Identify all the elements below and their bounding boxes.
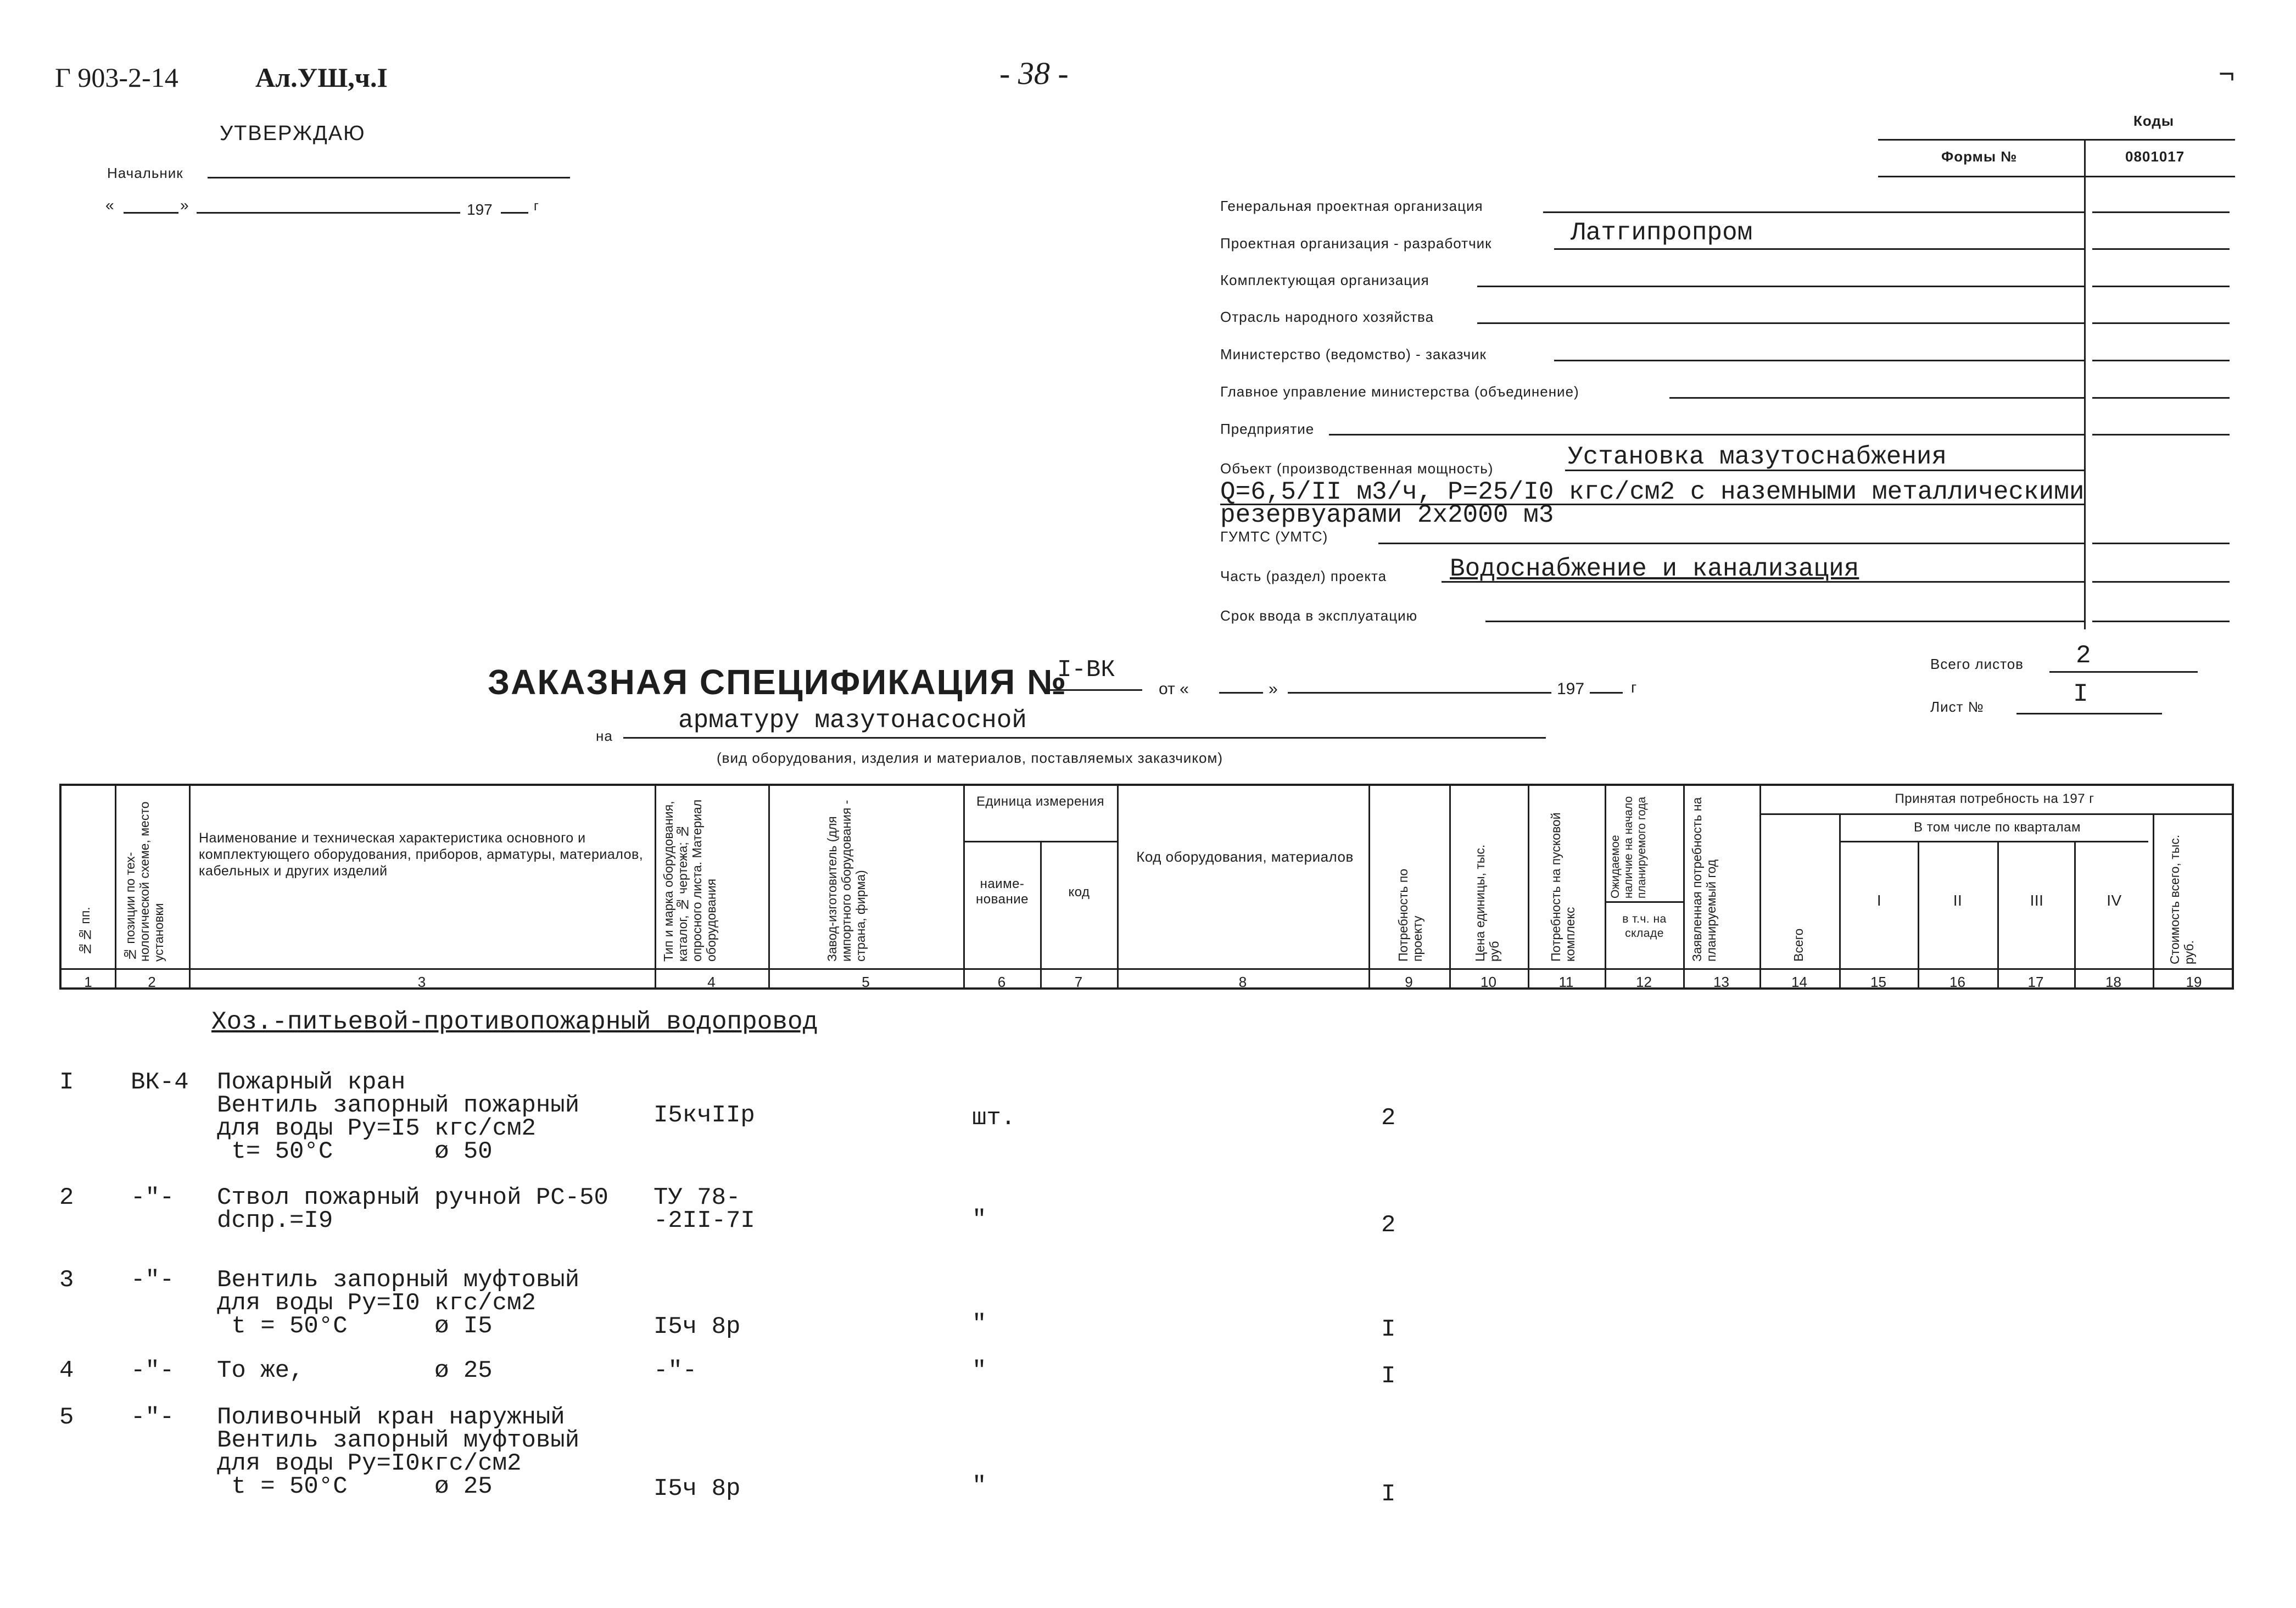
code-line (2092, 211, 2230, 213)
column-number: 18 (2105, 974, 2121, 990)
page-number: - 38 - (999, 55, 1069, 91)
spec-number-line (1043, 689, 1142, 691)
column-number: 4 (707, 974, 716, 990)
header-col6: наиме-нование (976, 876, 1029, 907)
field-line (1554, 360, 2084, 361)
codes-divider (2084, 141, 2086, 629)
item-type: I5ч 8р (653, 1475, 741, 1503)
item-number: 3 (59, 1266, 74, 1294)
header-col10: Цена единицы, тыс. руб (1473, 844, 1501, 962)
column-divider (1040, 841, 1042, 987)
header-q4: IV (2107, 892, 2122, 909)
item-position: -"- (131, 1357, 175, 1384)
field-label: Отрасль народного хозяйства (1220, 309, 1434, 325)
header-col12b: в т.ч. на складе (1622, 913, 1667, 940)
quarters-divider (1839, 841, 2148, 842)
item-unit: " (972, 1206, 987, 1233)
code-line (2092, 397, 2230, 399)
codes-title: Коды (2133, 113, 2175, 129)
item-unit: шт. (972, 1104, 1016, 1132)
column-number: 9 (1405, 974, 1413, 990)
column-divider (2153, 813, 2154, 987)
column-divider (115, 786, 116, 987)
spec-year: 197 (1557, 680, 1585, 698)
column-number: 7 (1074, 974, 1083, 990)
item-qty: I (1381, 1363, 1396, 1390)
part-value: Водоснабжение и канализация (1450, 555, 1859, 583)
spec-day-line (1219, 692, 1263, 694)
item-name: Ствол пожарный ручной РС-50 dспр.=I9 (217, 1184, 608, 1235)
column-number: 3 (417, 974, 426, 990)
corner-mark: ¬ (2219, 58, 2235, 89)
item-type: I5ч 8р (653, 1313, 741, 1341)
column-number: 6 (997, 974, 1006, 990)
column-number: 12 (1636, 974, 1652, 990)
item-position: -"- (131, 1404, 175, 1431)
date-day-line (124, 212, 178, 214)
total-sheets-line (2049, 671, 2198, 673)
spec-year-line (1590, 692, 1623, 694)
spec-month-line (1288, 692, 1551, 694)
item-qty: 2 (1381, 1211, 1396, 1239)
item-qty: I (1381, 1481, 1396, 1508)
item-unit: " (972, 1472, 987, 1500)
column-number: 14 (1791, 974, 1807, 990)
date-close-quote: » (180, 197, 189, 214)
field-line (1554, 248, 2084, 250)
date-year-label: 197 (467, 201, 493, 218)
spec-year-suffix: г (1631, 679, 1637, 696)
code-line (2092, 621, 2230, 622)
header-col14: Всего (1791, 928, 1806, 962)
column-divider (1759, 786, 1761, 987)
gumts-line (1378, 543, 2084, 544)
code-line (2092, 434, 2230, 436)
column-number: 5 (862, 974, 870, 990)
specification-table-header (59, 784, 2234, 990)
date-month-line (197, 212, 460, 214)
column-divider (963, 786, 965, 987)
column-divider (1683, 786, 1685, 987)
header-accepted: Принятая потребность на 197 г (1895, 791, 2094, 806)
field-line (1669, 397, 2084, 399)
codes-top-line (1878, 139, 2235, 141)
item-name: То же, ø 25 (217, 1357, 493, 1384)
header-col13: Заявленная потребность на планируемый год (1690, 797, 1718, 962)
item-type: I5кчIIр (653, 1102, 755, 1129)
code-line (2092, 543, 2230, 544)
header-q2: II (1953, 892, 1963, 909)
column-number: 10 (1481, 974, 1496, 990)
sheet-number-label: Лист № (1930, 699, 1984, 715)
field-line (1477, 322, 2084, 324)
part-line (1442, 581, 2084, 583)
column-number: 11 (1558, 974, 1574, 990)
object-value-line1: Установка мазутоснабжения (1568, 443, 1947, 471)
spec-on-label: на (596, 728, 613, 744)
header-q1: I (1876, 892, 1882, 909)
form-number-value: 0801017 (2125, 148, 2185, 165)
column-divider (1918, 841, 1919, 987)
item-name: Вентиль запорный муфтовый для воды Ру=I0 кгс/см2 t = 50°С ø I5 (217, 1266, 580, 1340)
date-open-quote: « (105, 197, 114, 214)
header-col1: №№ пп. (78, 907, 92, 956)
column-divider (1605, 786, 1606, 987)
date-year-line (501, 212, 528, 214)
field-line (1329, 434, 2084, 436)
item-type: ТУ 78- -2II-7I (653, 1184, 755, 1235)
column-number: 19 (2186, 974, 2202, 990)
header-col2: № позиции по тех-нологической схеме, место установки (123, 801, 166, 962)
item-name: Поливочный кран наружный Вентиль запорный муфтовый для воды Ру=I0кгс/см2 t = 50°С ø 25 (217, 1404, 580, 1500)
header-col7: код (1068, 885, 1090, 900)
field-line (1543, 211, 2084, 213)
field-label: Комплектующая организация (1220, 272, 1429, 288)
stock-divider (1605, 901, 1683, 903)
header-col8: Код оборудования, материалов (1136, 848, 1354, 865)
item-number: 4 (59, 1357, 74, 1384)
column-number: 17 (2027, 974, 2044, 990)
column-number: 2 (148, 974, 156, 990)
code-line (2092, 248, 2230, 250)
object-line-1 (1565, 470, 2084, 471)
column-number: 1 (84, 974, 92, 990)
item-position: -"- (131, 1184, 175, 1211)
field-label: Проектная организация - разработчик (1220, 235, 1492, 252)
field-label: Главное управление министерства (объединение) (1220, 383, 1579, 400)
total-sheets-label: Всего листов (1930, 656, 2024, 672)
header-col3: Наименование и техническая характеристика основного и комплектующего оборудования, приборов, арматуры, материалов, кабельных и других изделий (199, 830, 644, 879)
column-divider (1997, 841, 1999, 987)
field-label: Генеральная проектная организация (1220, 198, 1483, 214)
item-qty: I (1381, 1316, 1396, 1343)
item-unit: " (972, 1310, 987, 1338)
spec-subject-caption: (вид оборудования, изделия и материалов, поставляемых заказчиком) (717, 750, 1223, 766)
spec-subject-line (623, 737, 1546, 739)
object-value-line2: Q=6,5/II м3/ч, Р=25/I0 кгс/см2 с наземными металлическими (1220, 478, 2085, 506)
column-number: 16 (1949, 974, 1965, 990)
code-line (2092, 322, 2230, 324)
spec-subject: арматуру мазутонасосной (678, 706, 1027, 735)
accepted-divider (1759, 813, 2232, 815)
item-position: ВК-4 (131, 1069, 189, 1096)
header-q3: III (2030, 892, 2044, 909)
object-value-line3: резервуарами 2х2000 м3 (1220, 501, 1554, 529)
column-divider (2074, 841, 2076, 987)
header-col19: Стоимость всего, тыс. руб. (2167, 834, 2196, 964)
album-label: Ал.УШ,ч.I (255, 62, 388, 93)
header-col9: Потребность по проекту (1396, 869, 1424, 962)
column-number: 8 (1238, 974, 1247, 990)
item-unit: " (972, 1357, 987, 1384)
item-number: I (59, 1069, 74, 1096)
object-label: Объект (производственная мощность) (1220, 460, 1494, 477)
code-line (2092, 581, 2230, 583)
column-divider (189, 786, 191, 987)
codes-header-line (1878, 176, 2235, 177)
field-label: Предприятие (1220, 421, 1315, 437)
column-number: 15 (1870, 974, 1886, 990)
field-line (1477, 286, 2084, 287)
item-name: Пожарный кран Вентиль запорный пожарный для воды Ру=I5 кгс/см2 t= 50°С ø 50 (217, 1069, 580, 1165)
section-title: Хоз.-питьевой-противопожарный водопровод (211, 1008, 818, 1036)
item-number: 5 (59, 1404, 74, 1431)
field-label: Министерство (ведомство) - заказчик (1220, 346, 1487, 362)
sheet-number-value: I (2073, 680, 2088, 708)
document-code: Г 903-2-14 (55, 62, 178, 93)
code-line (2092, 286, 2230, 287)
column-divider (1368, 786, 1370, 987)
header-col11: Потребность на пусковой комплекс (1549, 812, 1577, 962)
chief-label: Начальник (107, 165, 183, 181)
spec-from-mid: » (1269, 680, 1278, 698)
item-type: -"- (653, 1357, 697, 1384)
chief-signature-line (208, 177, 570, 178)
form-number-label: Формы № (1941, 148, 2018, 165)
code-line (2092, 360, 2230, 361)
column-divider (768, 786, 770, 987)
spec-title: ЗАКАЗНАЯ СПЕЦИФИКАЦИЯ № (488, 662, 1068, 702)
unit-group-divider (963, 841, 1117, 842)
header-quarters: В том числе по кварталам (1914, 820, 2081, 835)
spec-number: I-ВК (1057, 656, 1115, 684)
field-value: Латгипропром (1571, 219, 1753, 247)
part-label: Часть (раздел) проекта (1220, 568, 1387, 584)
column-number: 13 (1713, 974, 1729, 990)
column-divider (1117, 786, 1119, 987)
gumts-label: ГУМТС (УМТС) (1220, 528, 1328, 545)
column-divider (1449, 786, 1451, 987)
header-unit-group: Единица измерения (976, 794, 1104, 809)
date-year-suffix: г (534, 199, 539, 214)
deadline-label: Срок ввода в эксплуатацию (1220, 607, 1418, 624)
approval-title: УТВЕРЖДАЮ (220, 122, 366, 145)
numbers-row-divider (62, 968, 2232, 970)
header-col4: Тип и марка оборудования, каталог, № чертежа; № опросного листа. Материал оборудования (661, 799, 718, 962)
item-position: -"- (131, 1266, 175, 1294)
column-divider (1528, 786, 1529, 987)
deadline-line (1485, 621, 2084, 622)
sheet-number-line (2016, 713, 2162, 714)
item-number: 2 (59, 1184, 74, 1211)
total-sheets-value: 2 (2076, 641, 2091, 670)
column-divider (655, 786, 656, 987)
spec-from-label: от « (1159, 680, 1189, 698)
header-col5: Завод-изготовитель (для импортного оборудования - страна, фирма) (825, 800, 868, 962)
header-col12a: Ожидаемое наличие на начало планируемого года (1609, 796, 1648, 898)
item-qty: 2 (1381, 1104, 1396, 1132)
